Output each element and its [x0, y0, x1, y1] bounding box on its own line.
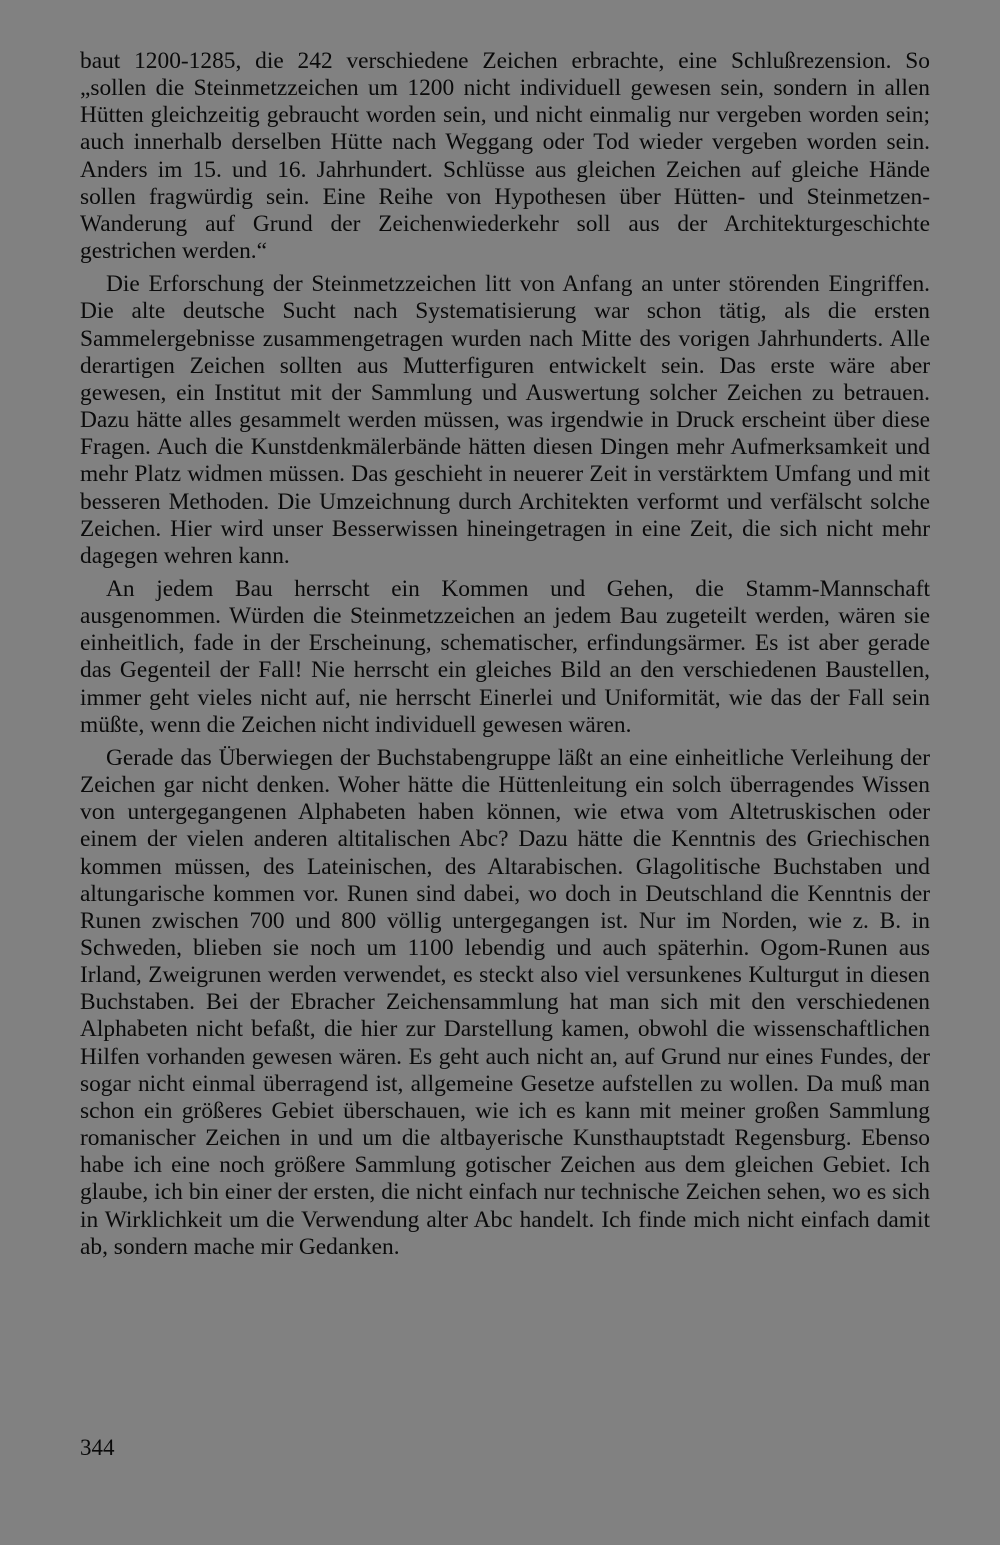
paragraph-1: baut 1200-1285, die 242 verschiedene Zeichen erbrachte, eine Schlußrezension. So „sollen die Steinmetzzeichen um 1200 nicht individuell gewesen sein, sondern in allen Hütten gleichzeitig gebraucht worden sein, und nicht einmalig nur vergeben worden sein; auch innerhalb derselben Hütte nach Weggang oder Tod wieder vergeben worden sein. Anders im 15. und 16. Jahrhundert. Schlüsse aus gleichen Zeichen auf gleiche Hände sollen fragwürdig sein. Eine Reihe von Hypothesen über Hütten- und Steinmetzen-Wanderung auf Grund der Zeichenwiederkehr soll aus der Architekturgeschichte gestrichen werden.“ — [80, 48, 930, 265]
paragraph-3: An jedem Bau herrscht ein Kommen und Gehen, die Stamm-Mannschaft ausgenommen. Würden die Steinmetzzeichen an jedem Bau zugeteilt werden, wären sie einheitlich, fade in der Erscheinung, schematischer, erfindungsärmer. Es ist aber gerade das Gegenteil der Fall! Nie herrscht ein gleiches Bild an den verschiedenen Baustellen, immer geht vieles nicht auf, nie herrscht Einerlei und Uniformität, wie das der Fall sein müßte, wenn die Zeichen nicht individuell gewesen wären. — [80, 575, 930, 738]
paragraph-4: Gerade das Überwiegen der Buchstabengruppe läßt an eine einheitliche Verleihung der Zeichen gar nicht denken. Woher hätte die Hüttenleitung ein solch überragendes Wissen von untergegangenen Alphabeten haben können, wie etwa vom Altetruskischen oder einem der vielen anderen altitalischen Abc? Dazu hätte die Kenntnis des Griechischen kommen müssen, des Lateinischen, des Altarabischen. Glagolitische Buchstaben und altungarische kommen vor. Runen sind dabei, wo doch in Deutschland die Kenntnis der Runen zwischen 700 und 800 völlig untergegangen ist. Nur im Norden, wie z. B. in Schweden, blieben sie noch um 1100 lebendig und auch späterhin. Ogom-Runen aus Irland, Zweigrunen werden verwendet, es steckt also viel versunkenes Kulturgut in diesen Buchstaben. Bei der Ebracher Zeichensammlung hat man sich mit den verschiedenen Alphabeten nicht befaßt, die hier zur Darstellung kamen, obwohl die wissenschaftlichen Hilfen vorhanden gewesen wären. Es geht auch nicht an, auf Grund nur eines Fundes, der sogar nicht einmal überragend ist, allgemeine Gesetze aufstellen zu wollen. Da muß man schon ein größeres Gebiet überschauen, wie ich es kann mit meiner großen Sammlung romanischer Zeichen in und um die altbayerische Kunsthauptstadt Regensburg. Ebenso habe ich eine noch größere Sammlung gotischer Zeichen aus dem gleichen Gebiet. Ich glaube, ich bin einer der ersten, die nicht einfach nur technische Zeichen sehen, wo es sich in Wirklichkeit um die Verwendung alter Abc handelt. Ich finde mich nicht einfach damit ab, sondern mache mir Gedanken. — [80, 744, 930, 1260]
page-body — [80, 48, 930, 1261]
paragraph-2: Die Erforschung der Steinmetzzeichen litt von Anfang an unter störenden Eingriffen. Die alte deutsche Sucht nach Systematisierung war schon tätig, als die ersten Sammelergebnisse zusammengetragen wurden nach Mitte des vorigen Jahrhunderts. Alle derartigen Zeichen sollten aus Mutterfiguren entwickelt sein. Das erste wäre aber gewesen, ein Institut mit der Sammlung und Auswertung solcher Zeichen zu betrauen. Dazu hätte alles gesammelt werden müssen, was irgendwie in Druck erscheint über diese Fragen. Auch die Kunstdenkmälerbände hätten diesen Dingen mehr Aufmerksamkeit und mehr Platz widmen müssen. Das geschieht in neuerer Zeit in verstärktem Umfang und mit besseren Methoden. Die Umzeichnung durch Architekten verformt und verfälscht solche Zeichen. Hier wird unser Besserwissen hineingetragen in eine Zeit, die sich nicht mehr dagegen wehren kann. — [80, 271, 930, 569]
page-number: 344 — [80, 1435, 115, 1460]
